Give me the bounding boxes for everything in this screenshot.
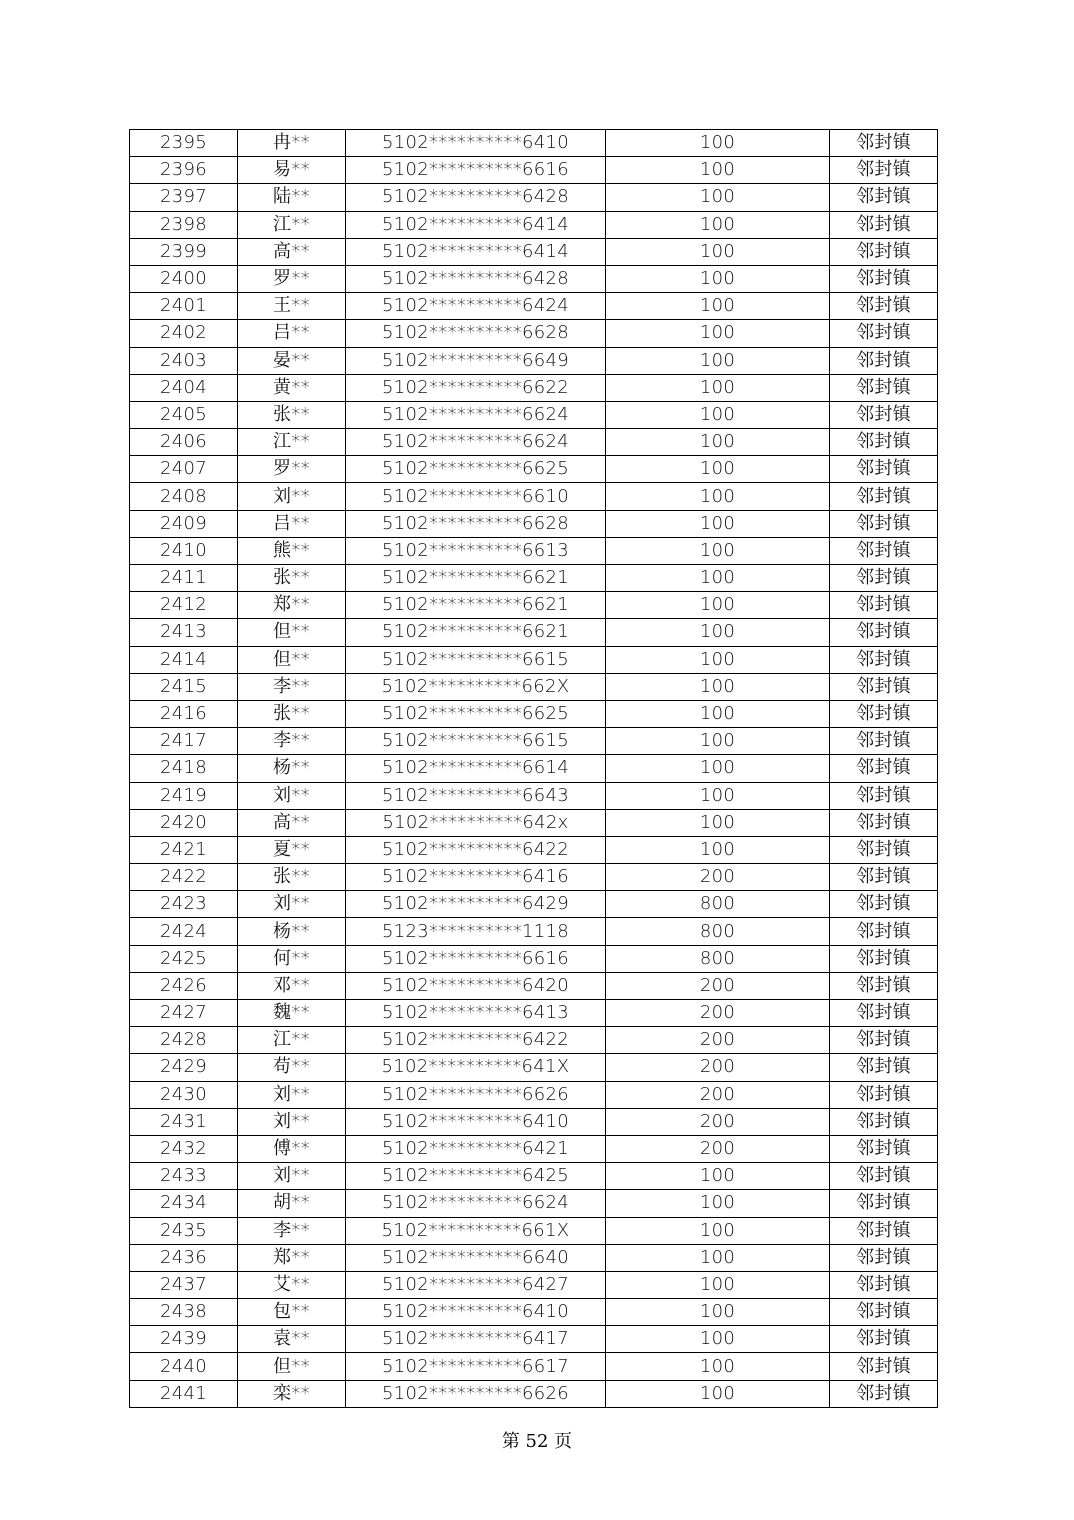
table-row [130, 374, 938, 401]
town-cell: 邻封镇 [830, 945, 938, 972]
serial-cell: 2417 [130, 728, 238, 755]
town-cell: 邻封镇 [830, 700, 938, 727]
name-cell: 何** [238, 945, 346, 972]
serial-cell: 2430 [130, 1081, 238, 1108]
serial-cell: 2397 [130, 184, 238, 211]
serial-cell: 2439 [130, 1326, 238, 1353]
amount-cell: 100 [606, 1353, 830, 1380]
table-row [130, 211, 938, 238]
amount-cell: 100 [606, 728, 830, 755]
serial-cell: 2395 [130, 130, 238, 157]
serial-cell: 2418 [130, 755, 238, 782]
id-number-cell: 5102**********6613 [346, 537, 606, 564]
name-cell: 吕** [238, 320, 346, 347]
town-cell: 邻封镇 [830, 728, 938, 755]
table-row [130, 619, 938, 646]
serial-cell: 2415 [130, 673, 238, 700]
id-number-cell: 5102**********6427 [346, 1271, 606, 1298]
serial-cell: 2421 [130, 836, 238, 863]
name-cell: 邓** [238, 972, 346, 999]
table-row [130, 1326, 938, 1353]
table-row [130, 565, 938, 592]
table-row [130, 864, 938, 891]
town-cell: 邻封镇 [830, 1135, 938, 1162]
name-cell: 高** [238, 809, 346, 836]
serial-cell: 2405 [130, 401, 238, 428]
amount-cell: 100 [606, 1271, 830, 1298]
table-row [130, 1054, 938, 1081]
amount-cell: 200 [606, 972, 830, 999]
name-cell: 杨** [238, 755, 346, 782]
town-cell: 邻封镇 [830, 456, 938, 483]
serial-cell: 2403 [130, 347, 238, 374]
serial-cell: 2419 [130, 782, 238, 809]
town-cell: 邻封镇 [830, 293, 938, 320]
id-number-cell: 5102**********6414 [346, 211, 606, 238]
id-number-cell: 5102**********6428 [346, 265, 606, 292]
id-number-cell: 5102**********6621 [346, 565, 606, 592]
amount-cell: 100 [606, 374, 830, 401]
amount-cell: 100 [606, 1163, 830, 1190]
serial-cell: 2402 [130, 320, 238, 347]
id-number-cell: 5102**********6622 [346, 374, 606, 401]
town-cell: 邻封镇 [830, 1380, 938, 1407]
name-cell: 江** [238, 211, 346, 238]
table-row [130, 1000, 938, 1027]
town-cell: 邻封镇 [830, 836, 938, 863]
id-number-cell: 5102**********6424 [346, 293, 606, 320]
amount-cell: 100 [606, 673, 830, 700]
table-row [130, 1135, 938, 1162]
id-number-cell: 5102**********6410 [346, 1108, 606, 1135]
amount-cell: 100 [606, 1299, 830, 1326]
table-row [130, 1217, 938, 1244]
town-cell: 邻封镇 [830, 1353, 938, 1380]
table-row [130, 293, 938, 320]
serial-cell: 2408 [130, 483, 238, 510]
town-cell: 邻封镇 [830, 1027, 938, 1054]
serial-cell: 2412 [130, 592, 238, 619]
name-cell: 杨** [238, 918, 346, 945]
table-row [130, 510, 938, 537]
table-row [130, 755, 938, 782]
table-row [130, 972, 938, 999]
town-cell: 邻封镇 [830, 619, 938, 646]
serial-cell: 2420 [130, 809, 238, 836]
serial-cell: 2407 [130, 456, 238, 483]
id-number-cell: 5102**********6621 [346, 592, 606, 619]
table-row [130, 483, 938, 510]
amount-cell: 100 [606, 782, 830, 809]
name-cell: 张** [238, 401, 346, 428]
town-cell: 邻封镇 [830, 238, 938, 265]
name-cell: 江** [238, 1027, 346, 1054]
name-cell: 栾** [238, 1380, 346, 1407]
town-cell: 邻封镇 [830, 483, 938, 510]
table-row [130, 429, 938, 456]
table-row [130, 184, 938, 211]
town-cell: 邻封镇 [830, 592, 938, 619]
amount-cell: 200 [606, 1054, 830, 1081]
id-number-cell: 5102**********6615 [346, 728, 606, 755]
town-cell: 邻封镇 [830, 510, 938, 537]
id-number-cell: 5102**********6617 [346, 1353, 606, 1380]
town-cell: 邻封镇 [830, 864, 938, 891]
name-cell: 艾** [238, 1271, 346, 1298]
name-cell: 刘** [238, 782, 346, 809]
serial-cell: 2414 [130, 646, 238, 673]
town-cell: 邻封镇 [830, 320, 938, 347]
table-row [130, 646, 938, 673]
serial-cell: 2398 [130, 211, 238, 238]
amount-cell: 100 [606, 1217, 830, 1244]
town-cell: 邻封镇 [830, 1244, 938, 1271]
town-cell: 邻封镇 [830, 755, 938, 782]
amount-cell: 100 [606, 809, 830, 836]
amount-cell: 100 [606, 265, 830, 292]
serial-cell: 2441 [130, 1380, 238, 1407]
name-cell: 晏** [238, 347, 346, 374]
amount-cell: 100 [606, 211, 830, 238]
id-number-cell: 5102**********6417 [346, 1326, 606, 1353]
table-row [130, 1163, 938, 1190]
amount-cell: 800 [606, 891, 830, 918]
amount-cell: 200 [606, 1108, 830, 1135]
serial-cell: 2401 [130, 293, 238, 320]
table-row [130, 1108, 938, 1135]
table-row [130, 401, 938, 428]
name-cell: 袁** [238, 1326, 346, 1353]
serial-cell: 2440 [130, 1353, 238, 1380]
amount-cell: 100 [606, 755, 830, 782]
amount-cell: 100 [606, 184, 830, 211]
town-cell: 邻封镇 [830, 429, 938, 456]
name-cell: 郑** [238, 592, 346, 619]
roster-table-body [130, 130, 938, 1408]
table-row [130, 130, 938, 157]
table-row [130, 1244, 938, 1271]
serial-cell: 2406 [130, 429, 238, 456]
table-row [130, 157, 938, 184]
id-number-cell: 5102**********6626 [346, 1380, 606, 1407]
id-number-cell: 5123**********1118 [346, 918, 606, 945]
name-cell: 刘** [238, 1108, 346, 1135]
id-number-cell: 5102**********6421 [346, 1135, 606, 1162]
id-number-cell: 5102**********6621 [346, 619, 606, 646]
id-number-cell: 5102**********6625 [346, 456, 606, 483]
id-number-cell: 5102**********6410 [346, 130, 606, 157]
name-cell: 夏** [238, 836, 346, 863]
serial-cell: 2423 [130, 891, 238, 918]
name-cell: 刘** [238, 1081, 346, 1108]
table-row [130, 918, 938, 945]
id-number-cell: 5102**********6640 [346, 1244, 606, 1271]
town-cell: 邻封镇 [830, 211, 938, 238]
name-cell: 胡** [238, 1190, 346, 1217]
id-number-cell: 5102**********6628 [346, 510, 606, 537]
amount-cell: 100 [606, 293, 830, 320]
name-cell: 李** [238, 728, 346, 755]
serial-cell: 2433 [130, 1163, 238, 1190]
serial-cell: 2435 [130, 1217, 238, 1244]
amount-cell: 200 [606, 864, 830, 891]
town-cell: 邻封镇 [830, 401, 938, 428]
amount-cell: 100 [606, 537, 830, 564]
serial-cell: 2437 [130, 1271, 238, 1298]
town-cell: 邻封镇 [830, 646, 938, 673]
table-row [130, 728, 938, 755]
table-row [130, 1027, 938, 1054]
id-number-cell: 5102**********6422 [346, 836, 606, 863]
amount-cell: 200 [606, 1081, 830, 1108]
serial-cell: 2400 [130, 265, 238, 292]
town-cell: 邻封镇 [830, 374, 938, 401]
table-row [130, 809, 938, 836]
id-number-cell: 5102**********6624 [346, 429, 606, 456]
amount-cell: 100 [606, 238, 830, 265]
serial-cell: 2438 [130, 1299, 238, 1326]
name-cell: 刘** [238, 891, 346, 918]
name-cell: 高** [238, 238, 346, 265]
name-cell: 但** [238, 1353, 346, 1380]
town-cell: 邻封镇 [830, 1081, 938, 1108]
amount-cell: 100 [606, 320, 830, 347]
name-cell: 易** [238, 157, 346, 184]
serial-cell: 2427 [130, 1000, 238, 1027]
name-cell: 王** [238, 293, 346, 320]
id-number-cell: 5102**********661X [346, 1217, 606, 1244]
name-cell: 罗** [238, 456, 346, 483]
id-number-cell: 5102**********6628 [346, 320, 606, 347]
page-number: 第 52 页 [501, 1431, 573, 1452]
name-cell: 熊** [238, 537, 346, 564]
town-cell: 邻封镇 [830, 1108, 938, 1135]
table-row [130, 238, 938, 265]
serial-cell: 2425 [130, 945, 238, 972]
town-cell: 邻封镇 [830, 918, 938, 945]
town-cell: 邻封镇 [830, 265, 938, 292]
amount-cell: 200 [606, 1135, 830, 1162]
table-row [130, 265, 938, 292]
town-cell: 邻封镇 [830, 972, 938, 999]
table-row [130, 592, 938, 619]
id-number-cell: 5102**********641X [346, 1054, 606, 1081]
serial-cell: 2432 [130, 1135, 238, 1162]
name-cell: 张** [238, 700, 346, 727]
name-cell: 魏** [238, 1000, 346, 1027]
name-cell: 黄** [238, 374, 346, 401]
serial-cell: 2404 [130, 374, 238, 401]
table-row [130, 1299, 938, 1326]
table-row [130, 537, 938, 564]
roster-table [129, 129, 938, 1408]
amount-cell: 100 [606, 510, 830, 537]
amount-cell: 100 [606, 619, 830, 646]
table-row [130, 1081, 938, 1108]
table-row [130, 1190, 938, 1217]
name-cell: 吕** [238, 510, 346, 537]
town-cell: 邻封镇 [830, 891, 938, 918]
id-number-cell: 5102**********6410 [346, 1299, 606, 1326]
amount-cell: 100 [606, 700, 830, 727]
town-cell: 邻封镇 [830, 1299, 938, 1326]
serial-cell: 2434 [130, 1190, 238, 1217]
town-cell: 邻封镇 [830, 809, 938, 836]
amount-cell: 100 [606, 429, 830, 456]
table-row [130, 1271, 938, 1298]
table-row [130, 782, 938, 809]
amount-cell: 100 [606, 1380, 830, 1407]
id-number-cell: 5102**********6428 [346, 184, 606, 211]
id-number-cell: 5102**********6422 [346, 1027, 606, 1054]
id-number-cell: 5102**********662X [346, 673, 606, 700]
id-number-cell: 5102**********6649 [346, 347, 606, 374]
town-cell: 邻封镇 [830, 1217, 938, 1244]
name-cell: 郑** [238, 1244, 346, 1271]
id-number-cell: 5102**********6626 [346, 1081, 606, 1108]
amount-cell: 100 [606, 1326, 830, 1353]
serial-cell: 2399 [130, 238, 238, 265]
town-cell: 邻封镇 [830, 157, 938, 184]
town-cell: 邻封镇 [830, 1326, 938, 1353]
name-cell: 张** [238, 864, 346, 891]
name-cell: 包** [238, 1299, 346, 1326]
amount-cell: 100 [606, 130, 830, 157]
table-row [130, 836, 938, 863]
name-cell: 江** [238, 429, 346, 456]
name-cell: 李** [238, 673, 346, 700]
serial-cell: 2413 [130, 619, 238, 646]
serial-cell: 2410 [130, 537, 238, 564]
id-number-cell: 5102**********6610 [346, 483, 606, 510]
serial-cell: 2411 [130, 565, 238, 592]
name-cell: 张** [238, 565, 346, 592]
id-number-cell: 5102**********6416 [346, 864, 606, 891]
serial-cell: 2396 [130, 157, 238, 184]
amount-cell: 800 [606, 945, 830, 972]
amount-cell: 100 [606, 592, 830, 619]
id-number-cell: 5102**********6615 [346, 646, 606, 673]
town-cell: 邻封镇 [830, 1163, 938, 1190]
town-cell: 邻封镇 [830, 347, 938, 374]
amount-cell: 100 [606, 456, 830, 483]
serial-cell: 2429 [130, 1054, 238, 1081]
id-number-cell: 5102**********6413 [346, 1000, 606, 1027]
serial-cell: 2422 [130, 864, 238, 891]
serial-cell: 2409 [130, 510, 238, 537]
amount-cell: 100 [606, 347, 830, 374]
table-row [130, 891, 938, 918]
name-cell: 罗** [238, 265, 346, 292]
id-number-cell: 5102**********6616 [346, 945, 606, 972]
id-number-cell: 5102**********6420 [346, 972, 606, 999]
town-cell: 邻封镇 [830, 1054, 938, 1081]
table-row [130, 673, 938, 700]
id-number-cell: 5102**********6643 [346, 782, 606, 809]
amount-cell: 100 [606, 157, 830, 184]
town-cell: 邻封镇 [830, 1190, 938, 1217]
table-row [130, 320, 938, 347]
amount-cell: 100 [606, 1190, 830, 1217]
amount-cell: 100 [606, 836, 830, 863]
table-row [130, 1380, 938, 1407]
name-cell: 陆** [238, 184, 346, 211]
serial-cell: 2431 [130, 1108, 238, 1135]
id-number-cell: 5102**********642x [346, 809, 606, 836]
name-cell: 刘** [238, 1163, 346, 1190]
id-number-cell: 5102**********6414 [346, 238, 606, 265]
name-cell: 李** [238, 1217, 346, 1244]
id-number-cell: 5102**********6624 [346, 401, 606, 428]
amount-cell: 100 [606, 565, 830, 592]
serial-cell: 2416 [130, 700, 238, 727]
town-cell: 邻封镇 [830, 1271, 938, 1298]
name-cell: 刘** [238, 483, 346, 510]
town-cell: 邻封镇 [830, 130, 938, 157]
name-cell: 冉** [238, 130, 346, 157]
name-cell: 但** [238, 619, 346, 646]
amount-cell: 200 [606, 1027, 830, 1054]
name-cell: 苟** [238, 1054, 346, 1081]
table-row [130, 700, 938, 727]
serial-cell: 2426 [130, 972, 238, 999]
amount-cell: 200 [606, 1000, 830, 1027]
id-number-cell: 5102**********6614 [346, 755, 606, 782]
id-number-cell: 5102**********6616 [346, 157, 606, 184]
town-cell: 邻封镇 [830, 565, 938, 592]
id-number-cell: 5102**********6625 [346, 700, 606, 727]
table-row [130, 456, 938, 483]
name-cell: 傅** [238, 1135, 346, 1162]
town-cell: 邻封镇 [830, 184, 938, 211]
town-cell: 邻封镇 [830, 537, 938, 564]
town-cell: 邻封镇 [830, 782, 938, 809]
serial-cell: 2424 [130, 918, 238, 945]
amount-cell: 800 [606, 918, 830, 945]
town-cell: 邻封镇 [830, 673, 938, 700]
serial-cell: 2436 [130, 1244, 238, 1271]
id-number-cell: 5102**********6624 [346, 1190, 606, 1217]
name-cell: 但** [238, 646, 346, 673]
id-number-cell: 5102**********6425 [346, 1163, 606, 1190]
amount-cell: 100 [606, 1244, 830, 1271]
amount-cell: 100 [606, 401, 830, 428]
table-row [130, 347, 938, 374]
amount-cell: 100 [606, 646, 830, 673]
id-number-cell: 5102**********6429 [346, 891, 606, 918]
serial-cell: 2428 [130, 1027, 238, 1054]
table-row [130, 1353, 938, 1380]
amount-cell: 100 [606, 483, 830, 510]
table-row [130, 945, 938, 972]
town-cell: 邻封镇 [830, 1000, 938, 1027]
